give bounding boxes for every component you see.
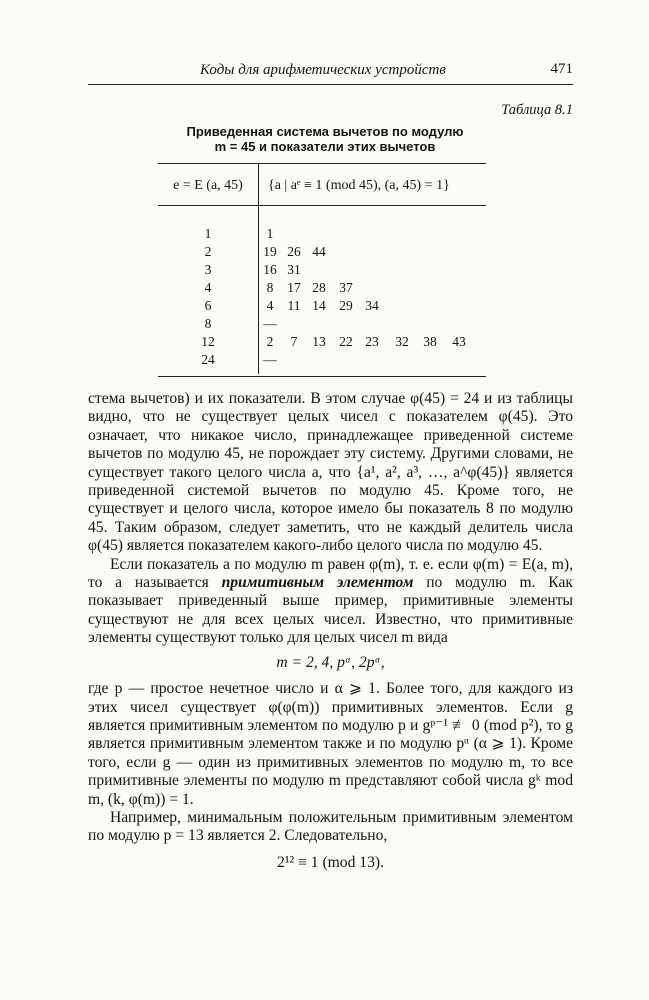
table-cell-residue: 23 bbox=[365, 334, 379, 349]
table-cell-exponent: 24 bbox=[201, 352, 215, 367]
table-cell-residue: 22 bbox=[339, 334, 353, 349]
table-cell-residue: 44 bbox=[312, 244, 326, 259]
table-caption-line-2: m = 45 и показатели этих вычетов bbox=[214, 139, 436, 154]
table-caption bbox=[150, 124, 500, 154]
table-cell-residue: 37 bbox=[339, 280, 353, 295]
table-cell-residue: 1 bbox=[266, 226, 274, 241]
table-cell-residue: 16 bbox=[263, 262, 277, 277]
table-cell-exponent: 3 bbox=[204, 262, 212, 277]
table-cell-residue: 7 bbox=[290, 334, 298, 349]
running-title: Коды для арифметических устройств bbox=[200, 62, 446, 78]
table-number: Таблица 8.1 bbox=[501, 102, 573, 118]
paragraph-2-end: по модулю m. Как показывает приведенный выше пример, примитивные элементы существуют не для всех целых чисел. Известно, что примитивные элементы существуют только для целых чисел m вида bbox=[88, 574, 573, 647]
table-cell-residue: — bbox=[263, 316, 277, 331]
formula-1: m = 2, 4, pᵅ, 2pᵅ, bbox=[276, 653, 385, 671]
table-cell-residue: 26 bbox=[287, 244, 301, 259]
table-header-exponent: e = E (a, 45) bbox=[173, 178, 243, 193]
table-cell-residue: — bbox=[263, 352, 277, 367]
table-cell-exponent: 6 bbox=[204, 298, 212, 313]
table-cell-residue: 14 bbox=[312, 298, 326, 313]
table-top-rule bbox=[158, 163, 486, 164]
paragraph-2-start: Если показатель a по модулю m равен φ(m), т. е. если φ(m) = E(a, m), то a называется bbox=[88, 555, 573, 592]
table-cell-exponent: 12 bbox=[201, 334, 215, 349]
table-bottom-rule bbox=[158, 376, 486, 377]
table-cell-residue: 43 bbox=[452, 334, 466, 349]
table-header-residues: {a | aᵉ ≡ 1 (mod 45), (a, 45) = 1} bbox=[268, 178, 450, 193]
table-header-rule bbox=[158, 205, 486, 206]
table-cell-residue: 8 bbox=[266, 280, 274, 295]
table-cell-residue: 11 bbox=[287, 298, 301, 313]
table-cell-residue: 4 bbox=[266, 298, 274, 313]
paragraph-2 bbox=[88, 556, 573, 648]
table-cell-residue: 19 bbox=[263, 244, 277, 259]
table-cell-exponent: 8 bbox=[204, 316, 212, 331]
paragraph-4: Например, минимальным положительным примитивным элементом по модулю p = 13 является 2. Следовательно, bbox=[88, 808, 573, 845]
table-cell-residue: 34 bbox=[365, 298, 379, 313]
table-cell-residue: 32 bbox=[395, 334, 409, 349]
table-cell-residue: 38 bbox=[423, 334, 437, 349]
paragraph-3: где p — простое нечетное число и α ⩾ 1. Более того, для каждого из этих чисел существует φ(φ(m)) примитивных элементов. Если g является примитивным элементом по модулю p и gᵖ⁻¹ ≢ 0 (mod p²), то g является примитивным элементом также и по модулю pᵅ (α ⩾ 1). Кроме того, если g — один из примитивных элементов по модулю m, то все примитивные элементы по модулю m представляют собой числа gᵏ mod m, (k, φ(m)) = 1. bbox=[88, 680, 573, 808]
formula-2: 2¹² ≡ 1 (mod 13). bbox=[277, 853, 384, 871]
table-cell-residue: 28 bbox=[312, 280, 326, 295]
table-cell-residue: 29 bbox=[339, 298, 353, 313]
table-cell-residue: 2 bbox=[266, 334, 274, 349]
table-cell-exponent: 1 bbox=[204, 226, 212, 241]
running-header bbox=[88, 58, 573, 85]
table-cell-residue: 13 bbox=[312, 334, 326, 349]
paragraph-1: стема вычетов) и их показатели. В этом случае φ(45) = 24 и из таблицы видно, что не существует целых чисел с показателем φ(45). Это означает, что никакое число, принадлежащее приведенной системе вычетов по модулю 45, не порождает эту систему. Другими словами, не существует такого целого числа a, что {a¹, a², a³, …, a^φ(45)} является приведенной системой вычетов по модулю 45. Кроме того, не существует и целого числа, которое имело бы показатель 8 по модулю 45. Таким образом, следует заметить, что не каждый делитель числа φ(45) является показателем какого-либо целого числа по модулю 45. bbox=[88, 390, 573, 555]
table-caption-line-1: Приведенная система вычетов по модулю bbox=[186, 124, 464, 139]
term-primitive-element: примитивным элементом bbox=[221, 574, 414, 592]
table-cell-exponent: 4 bbox=[204, 280, 212, 295]
table-cell-residue: 17 bbox=[287, 280, 301, 295]
page-number: 471 bbox=[550, 61, 573, 77]
table-cell-residue: 31 bbox=[287, 262, 301, 277]
body-text bbox=[88, 390, 573, 872]
table-cell-exponent: 2 bbox=[204, 244, 212, 259]
